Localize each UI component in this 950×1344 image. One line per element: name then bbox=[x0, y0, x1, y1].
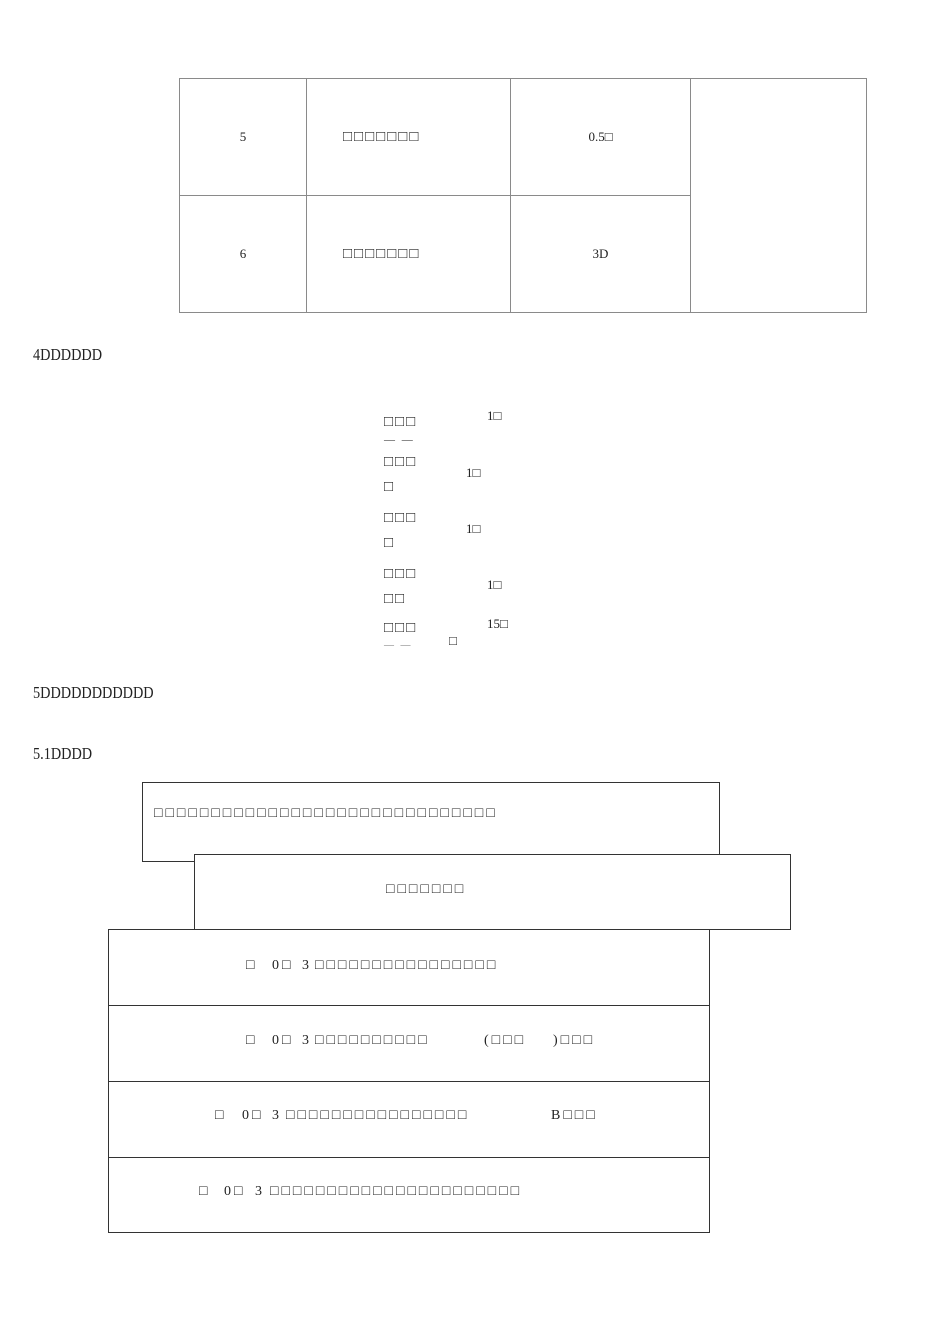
flow-box-2 bbox=[194, 854, 791, 930]
flow-box-5-tail: B□□□ bbox=[551, 1108, 598, 1123]
section-4-heading: 4DDDDDD bbox=[33, 345, 103, 364]
spec-table bbox=[179, 78, 867, 313]
list-item-label: □□□ bbox=[384, 510, 418, 526]
list-item-label: □□□ bbox=[384, 620, 418, 636]
row-name: □□□□□□□ bbox=[307, 79, 511, 196]
list-item-value: 1□ bbox=[487, 577, 502, 592]
flow-box-3-num2: 3 bbox=[302, 958, 312, 973]
flow-box-2-text: □□□□□□□ bbox=[386, 882, 467, 897]
flow-box-5-num1: 0□ bbox=[242, 1108, 264, 1123]
list-item-label: □□□ bbox=[384, 566, 418, 582]
flow-box-5-text: □□□□□□□□□□□□□□□□ bbox=[286, 1108, 470, 1123]
flow-box-4-close: )□□□ bbox=[553, 1033, 596, 1048]
list-item-label: □□□ bbox=[384, 414, 418, 430]
list-item-sublabel: □ bbox=[384, 479, 396, 495]
flow-box-6-num1: 0□ bbox=[224, 1184, 246, 1199]
list-item-value: 1□ bbox=[487, 408, 502, 423]
list-item-sublabel: □□ bbox=[384, 591, 407, 607]
row-value: 3D bbox=[511, 196, 691, 313]
flow-box-4-prefix: □ bbox=[246, 1033, 258, 1048]
list-item-sublabel: □ bbox=[384, 535, 396, 551]
flow-box-1 bbox=[142, 782, 720, 862]
list-item-value: 1□ bbox=[466, 521, 481, 536]
row-name: □□□□□□□ bbox=[307, 196, 511, 313]
merged-empty-cell bbox=[691, 79, 867, 313]
flow-box-3-text: □□□□□□□□□□□□□□□□ bbox=[315, 958, 499, 973]
flow-box-5-num2: 3 bbox=[272, 1108, 282, 1123]
flow-box-6-prefix: □ bbox=[199, 1184, 211, 1199]
section-5-heading: 5DDDDDDDDDDD bbox=[33, 683, 154, 702]
list-item-sublabel: — — bbox=[384, 640, 413, 651]
flow-box-4-paren: (□□□ bbox=[484, 1033, 527, 1048]
flow-box-6-text: □□□□□□□□□□□□□□□□□□□□□□ bbox=[270, 1184, 523, 1199]
table-row bbox=[180, 79, 867, 196]
flow-box-5-prefix: □ bbox=[215, 1108, 227, 1123]
list-item-value: 1□ bbox=[466, 465, 481, 480]
section-5-1-heading: 5.1DDDD bbox=[33, 744, 93, 763]
list-item-value: 15□ bbox=[487, 616, 508, 631]
flow-box-4-text: □□□□□□□□□□ bbox=[315, 1033, 430, 1048]
flow-box-3-num1: 0□ bbox=[272, 958, 294, 973]
list-item-sublabel: — — bbox=[384, 434, 415, 446]
flow-box-6-num2: 3 bbox=[255, 1184, 265, 1199]
flow-box-1-text: □□□□□□□□□□□□□□□□□□□□□□□□□□□□□□ bbox=[154, 806, 498, 821]
list-item-extra: □ bbox=[449, 633, 457, 648]
flow-box-3-prefix: □ bbox=[246, 958, 258, 973]
row-index: 5 bbox=[180, 79, 307, 196]
row-value: 0.5□ bbox=[511, 79, 691, 196]
list-item-label: □□□ bbox=[384, 454, 418, 470]
row-index: 6 bbox=[180, 196, 307, 313]
flow-box-4-num2: 3 bbox=[302, 1033, 312, 1048]
flow-box-4-num1: 0□ bbox=[272, 1033, 294, 1048]
